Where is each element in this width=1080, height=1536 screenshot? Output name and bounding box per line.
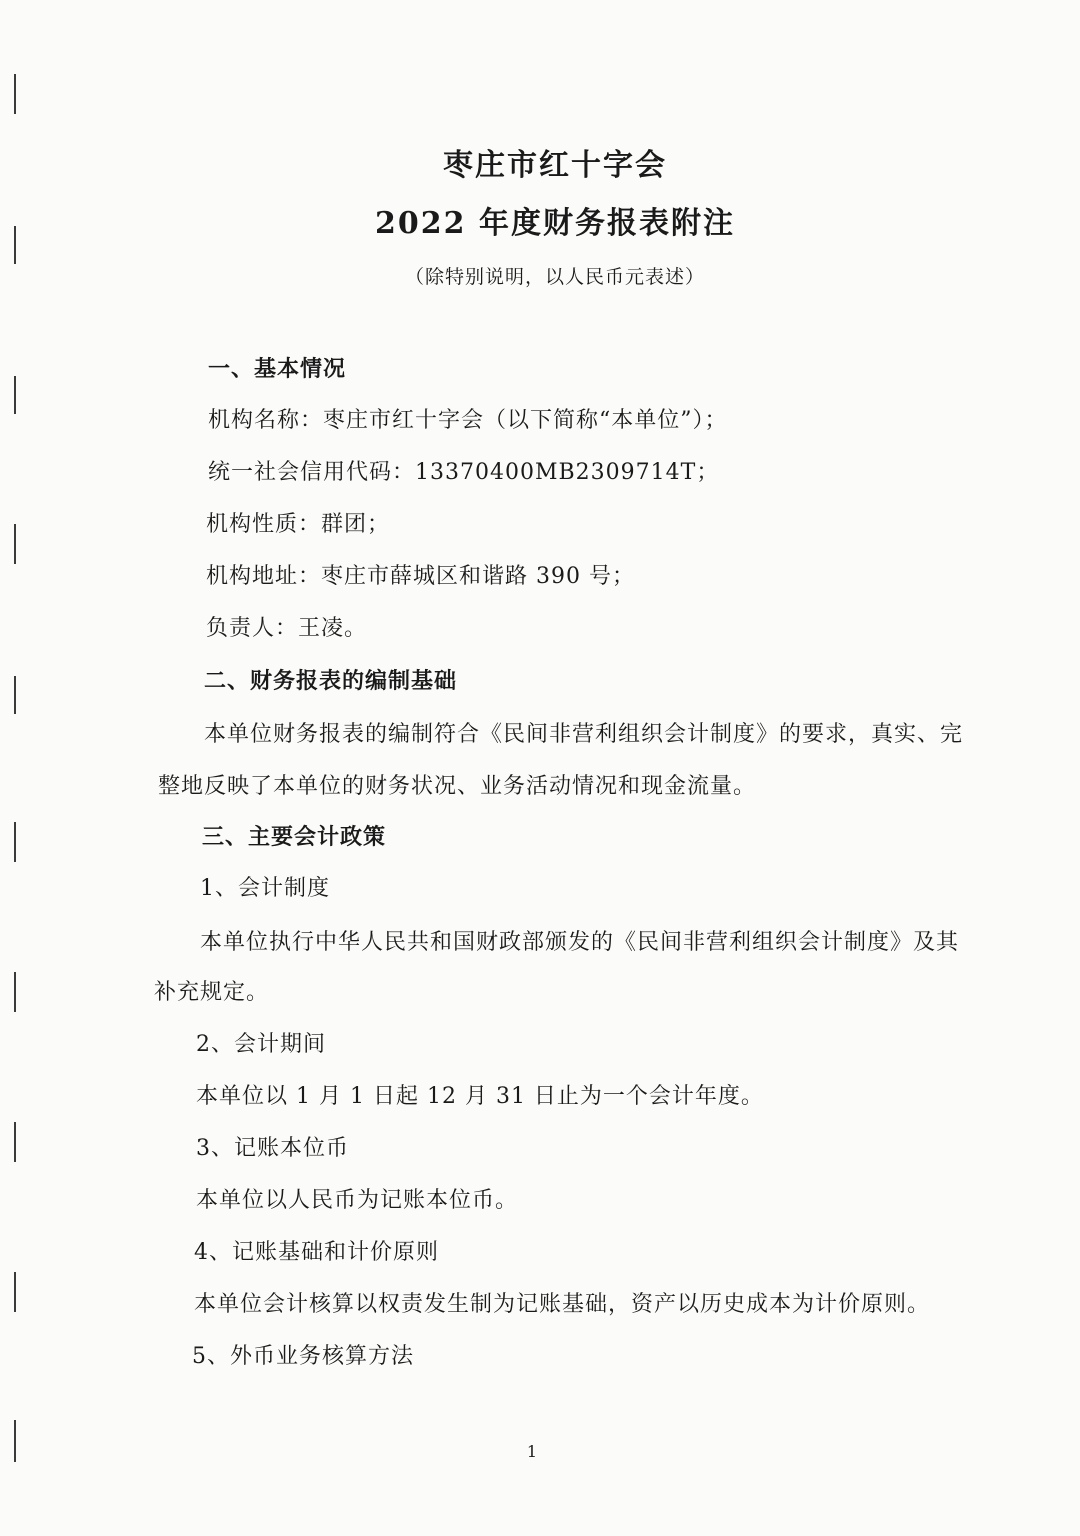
scan-edge-mark [14, 376, 16, 414]
scan-edge-mark [14, 74, 16, 114]
policy-4-title: 4、记账基础和计价原则 [194, 1240, 439, 1265]
org-name: 机构名称：枣庄市红十字会（以下简称“本单位”）； [208, 408, 728, 433]
policy-1-line1: 本单位执行中华人民共和国财政部颁发的《民间非营利组织会计制度》及其 [200, 930, 960, 955]
scan-edge-mark [14, 972, 16, 1012]
policy-2-text: 本单位以 1 月 1 日起 12 月 31 日止为一个会计年度。 [196, 1084, 764, 1109]
currency-note: （除特别说明，以人民币元表述） [404, 266, 705, 288]
org-nature: 机构性质：群团； [206, 512, 391, 537]
scan-edge-mark [14, 1272, 16, 1312]
section-2-heading: 二、财务报表的编制基础 [204, 668, 458, 694]
page-number: 1 [526, 1442, 538, 1461]
org-address: 机构地址：枣庄市薛城区和谐路 390 号； [206, 564, 635, 589]
scan-edge-mark [14, 822, 16, 862]
policy-5-title: 5、外币业务核算方法 [192, 1344, 414, 1369]
section-3-heading: 三、主要会计政策 [202, 824, 387, 850]
document-title: 枣庄市红十字会 [443, 148, 667, 183]
scan-edge-mark [14, 1122, 16, 1162]
credit-code: 统一社会信用代码：13370400MB2309714T； [208, 460, 720, 485]
scan-edge-mark [14, 676, 16, 714]
policy-1-title: 1、会计制度 [200, 876, 330, 901]
document-subtitle: 2022 年度财务报表附注 [375, 206, 735, 241]
policy-4-text: 本单位会计核算以权责发生制为记账基础，资产以历史成本为计价原则。 [194, 1292, 931, 1317]
policy-2-title: 2、会计期间 [196, 1032, 326, 1057]
policy-3-text: 本单位以人民币为记账本位币。 [196, 1188, 519, 1213]
section-2-para-line1: 本单位财务报表的编制符合《民间非营利组织会计制度》的要求，真实、完 [204, 722, 964, 747]
policy-3-title: 3、记账本位币 [196, 1136, 349, 1161]
section-2-para-line2: 整地反映了本单位的财务状况、业务活动情况和现金流量。 [158, 774, 757, 799]
scan-edge-mark [14, 524, 16, 564]
org-head: 负责人：王凌。 [206, 616, 368, 641]
policy-1-line2: 补充规定。 [154, 980, 270, 1005]
section-1-heading: 一、基本情况 [208, 356, 347, 382]
